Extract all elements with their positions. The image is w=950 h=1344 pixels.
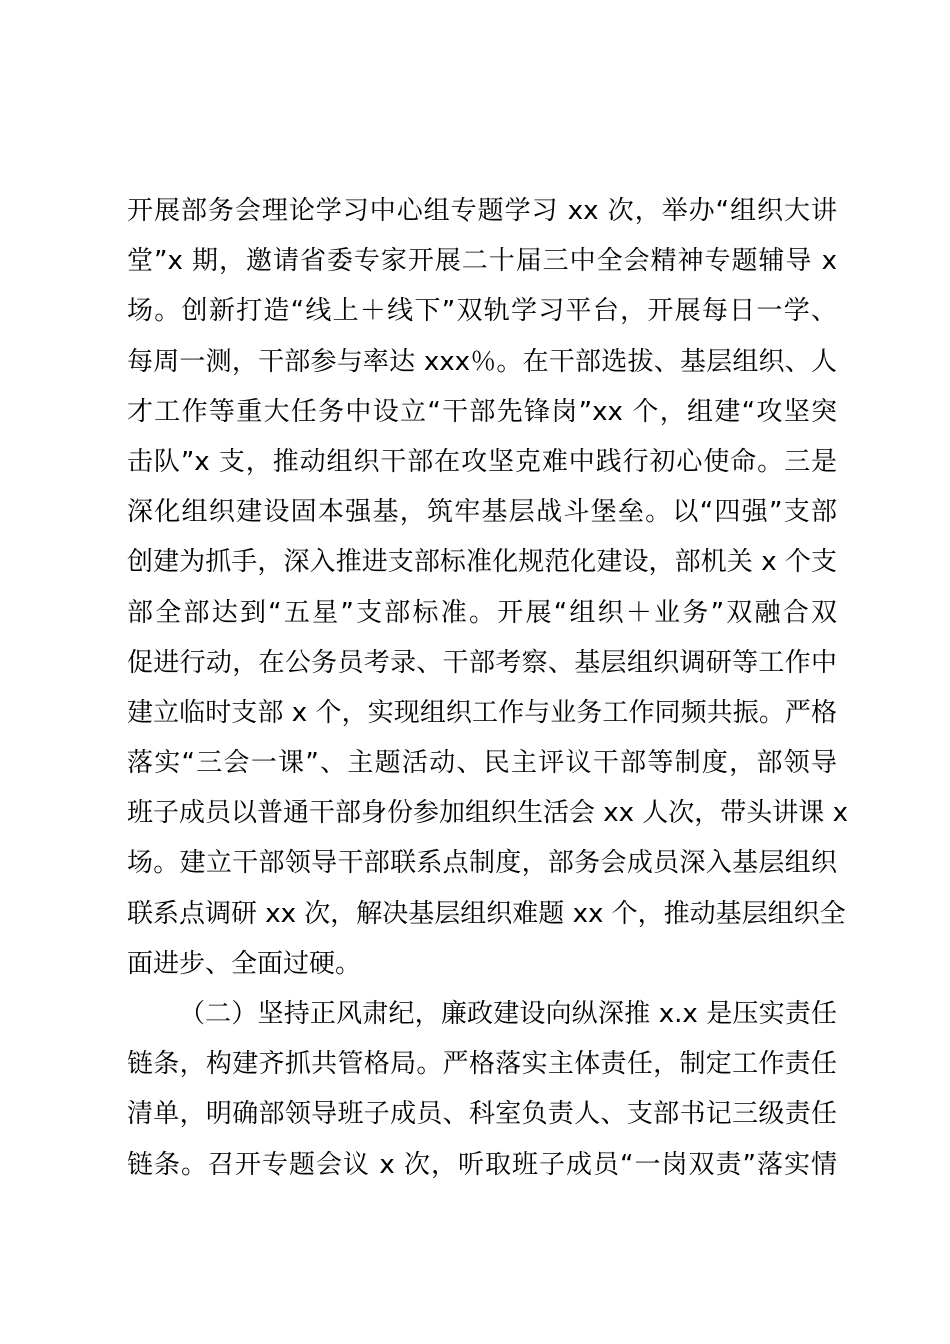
text-line: 清单，明确部领导班子成员、科室负责人、支部书记三级责任: [127, 1099, 837, 1130]
text-line: 促进行动，在公务员考录、干部考察、基层组织调研等工作中: [127, 647, 837, 678]
text-line: 深化组织建设固本强基，筑牢基层战斗堡垒。以“四强”支部: [127, 497, 837, 528]
text-line: 场。建立干部领导干部联系点制度，部务会成员深入基层组织: [127, 848, 837, 879]
text-line: 联系点调研 xx 次，解决基层组织难题 xx 个，推动基层组织全: [127, 898, 846, 929]
text-line: 建立临时支部 x 个，实现组织工作与业务工作同频共振。严格: [127, 697, 837, 728]
paragraph-end-line: 面进步、全面过硬。: [127, 948, 362, 979]
text-line: 班子成员以普通干部身份参加组织生活会 xx 人次，带头讲课 x: [127, 798, 848, 829]
text-line: 击队”x 支，推动组织干部在攻坚克难中践行初心使命。三是: [127, 446, 837, 477]
text-line: 开展部务会理论学习中心组专题学习 xx 次，举办“组织大讲: [127, 196, 837, 226]
text-line: 链条，构建齐抓共管格局。严格落实主体责任，制定工作责任: [127, 1049, 837, 1080]
text-line: 每周一测，干部参与率达 xxx％。在干部选拔、基层组织、人: [127, 346, 837, 377]
document-body: [127, 186, 848, 1190]
text-line: 链条。召开专题会议 x 次，听取班子成员“一岗双责”落实情: [127, 1149, 837, 1180]
text-line: 部全部达到“五星”支部标准。开展“组织＋业务”双融合双: [127, 597, 837, 628]
text-line: 堂”x 期，邀请省委专家开展二十届三中全会精神专题辅导 x: [127, 246, 837, 277]
text-line: 才工作等重大任务中设立“干部先锋岗”xx 个，组建“攻坚突: [127, 396, 837, 427]
text-line: 场。创新打造“线上＋线下”双轨学习平台，开展每日一学、: [127, 296, 837, 327]
text-line: 创建为抓手，深入推进支部标准化规范化建设，部机关 x 个支: [127, 547, 837, 578]
section-heading-line: （二）坚持正风肃纪，廉政建设向纵深推 x.x 是压实责任: [179, 999, 837, 1029]
text-line: 落实“三会一课”、主题活动、民主评议干部等制度，部领导: [127, 748, 837, 779]
